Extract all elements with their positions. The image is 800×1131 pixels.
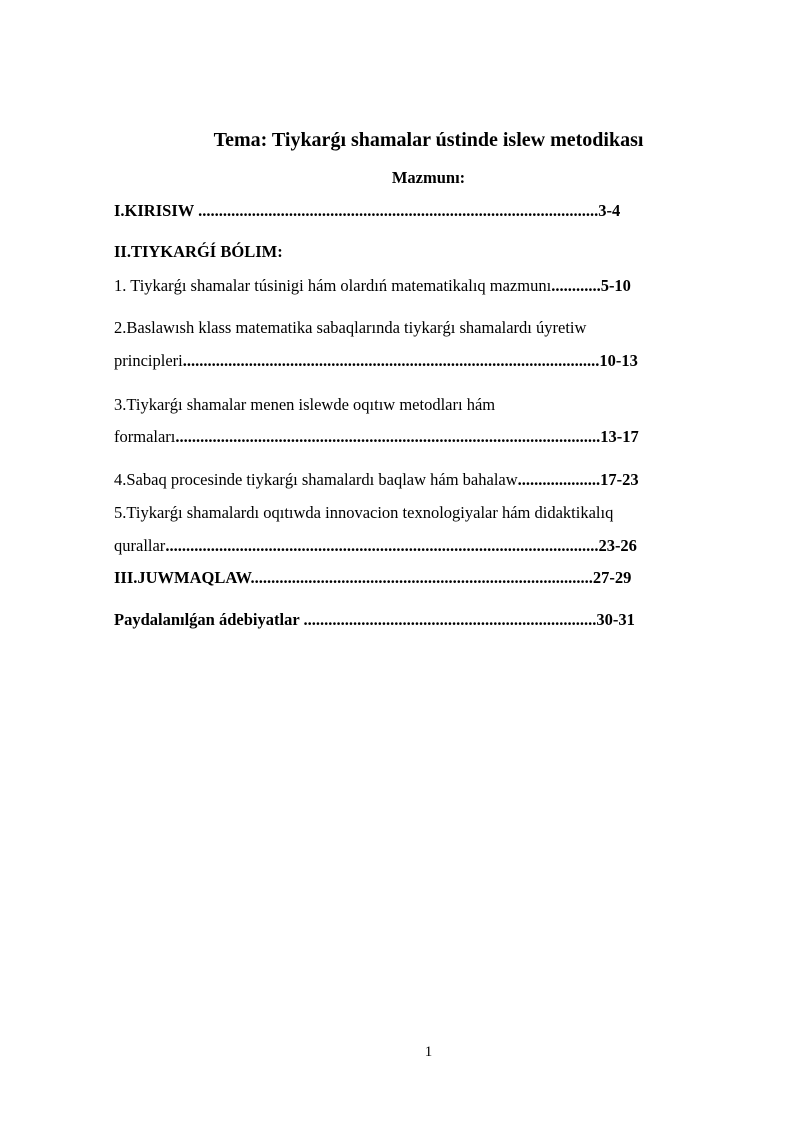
toc-entry-label: III.JUWMAQLAW: [114, 568, 251, 587]
toc-entry-3-line1: [114, 395, 495, 415]
toc-page-range: 23-26: [598, 536, 637, 555]
toc-entry-label: principleri: [114, 351, 183, 370]
toc-entry-introduction: [114, 201, 620, 221]
toc-entry-5-line1: [114, 503, 613, 523]
toc-leader: ............: [551, 276, 601, 295]
toc-entry-label: qurallar: [114, 536, 166, 555]
toc-entry-label: 1. Tiykarǵı shamalar túsinigi hám olardıń matematikalıq mazmunı: [114, 276, 552, 295]
toc-page-range: 17-23: [600, 470, 639, 489]
document-title: Tema: Tiykarǵı shamalar ústinde islew metodikası: [213, 129, 644, 151]
toc-entry-label: formaları: [114, 427, 176, 446]
toc-heading: Mazmunı:: [391, 168, 466, 187]
toc-page-range: 30-31: [596, 610, 635, 629]
toc-leader: .......................................................................................................: [175, 427, 601, 446]
toc-entry-conclusion: [114, 568, 631, 588]
toc-leader: ....................: [517, 470, 601, 489]
toc-entry-label: 5.Tiykarǵı shamalardı oqıtıwda innovacion texnologiyalar hám didaktikalıq: [114, 503, 614, 522]
toc-entry-label: 4.Sabaq procesinde tiykarǵı shamalardı baqlaw hám bahalaw: [114, 470, 518, 489]
page-number: 1: [424, 1044, 433, 1060]
toc-leader: .......................................................................: [299, 610, 597, 629]
toc-entry-4: [114, 470, 639, 490]
toc-page-range: 13-17: [600, 427, 639, 446]
toc-entry-2-line1: [114, 318, 586, 338]
toc-entry-1: [114, 276, 631, 296]
toc-entry-label: Paydalanılǵan ádebiyatlar: [114, 610, 300, 629]
toc-entry-label: 3.Tiykarǵı shamalar menen islewde oqıtıw metodları hám: [114, 395, 496, 414]
toc-entry-3-line2: [114, 427, 639, 447]
toc-entry-2-line2: [114, 351, 638, 371]
toc-entry-label: I.KIRISIW: [114, 201, 194, 220]
toc-page-range: 3-4: [598, 201, 621, 220]
toc-section-heading: [114, 242, 283, 262]
toc-leader: ...................................................................................: [250, 568, 593, 587]
toc-leader: .....................................................................................................: [182, 351, 600, 370]
toc-leader: .........................................................................................................: [165, 536, 599, 555]
toc-entry-5-line2: [114, 536, 637, 556]
toc-page-range: 27-29: [592, 568, 632, 587]
toc-entry-references: [114, 610, 635, 630]
toc-leader: .................................................................................................: [193, 201, 599, 220]
toc-page-range: 10-13: [599, 351, 638, 370]
toc-entry-label: II.TIYKARǴÍ BÓLIM:: [114, 242, 283, 261]
toc-entry-label: 2.Baslawısh klass matematika sabaqlarında tiykarǵı shamalardı úyretiw: [114, 318, 587, 337]
toc-page-range: 5-10: [600, 276, 631, 295]
